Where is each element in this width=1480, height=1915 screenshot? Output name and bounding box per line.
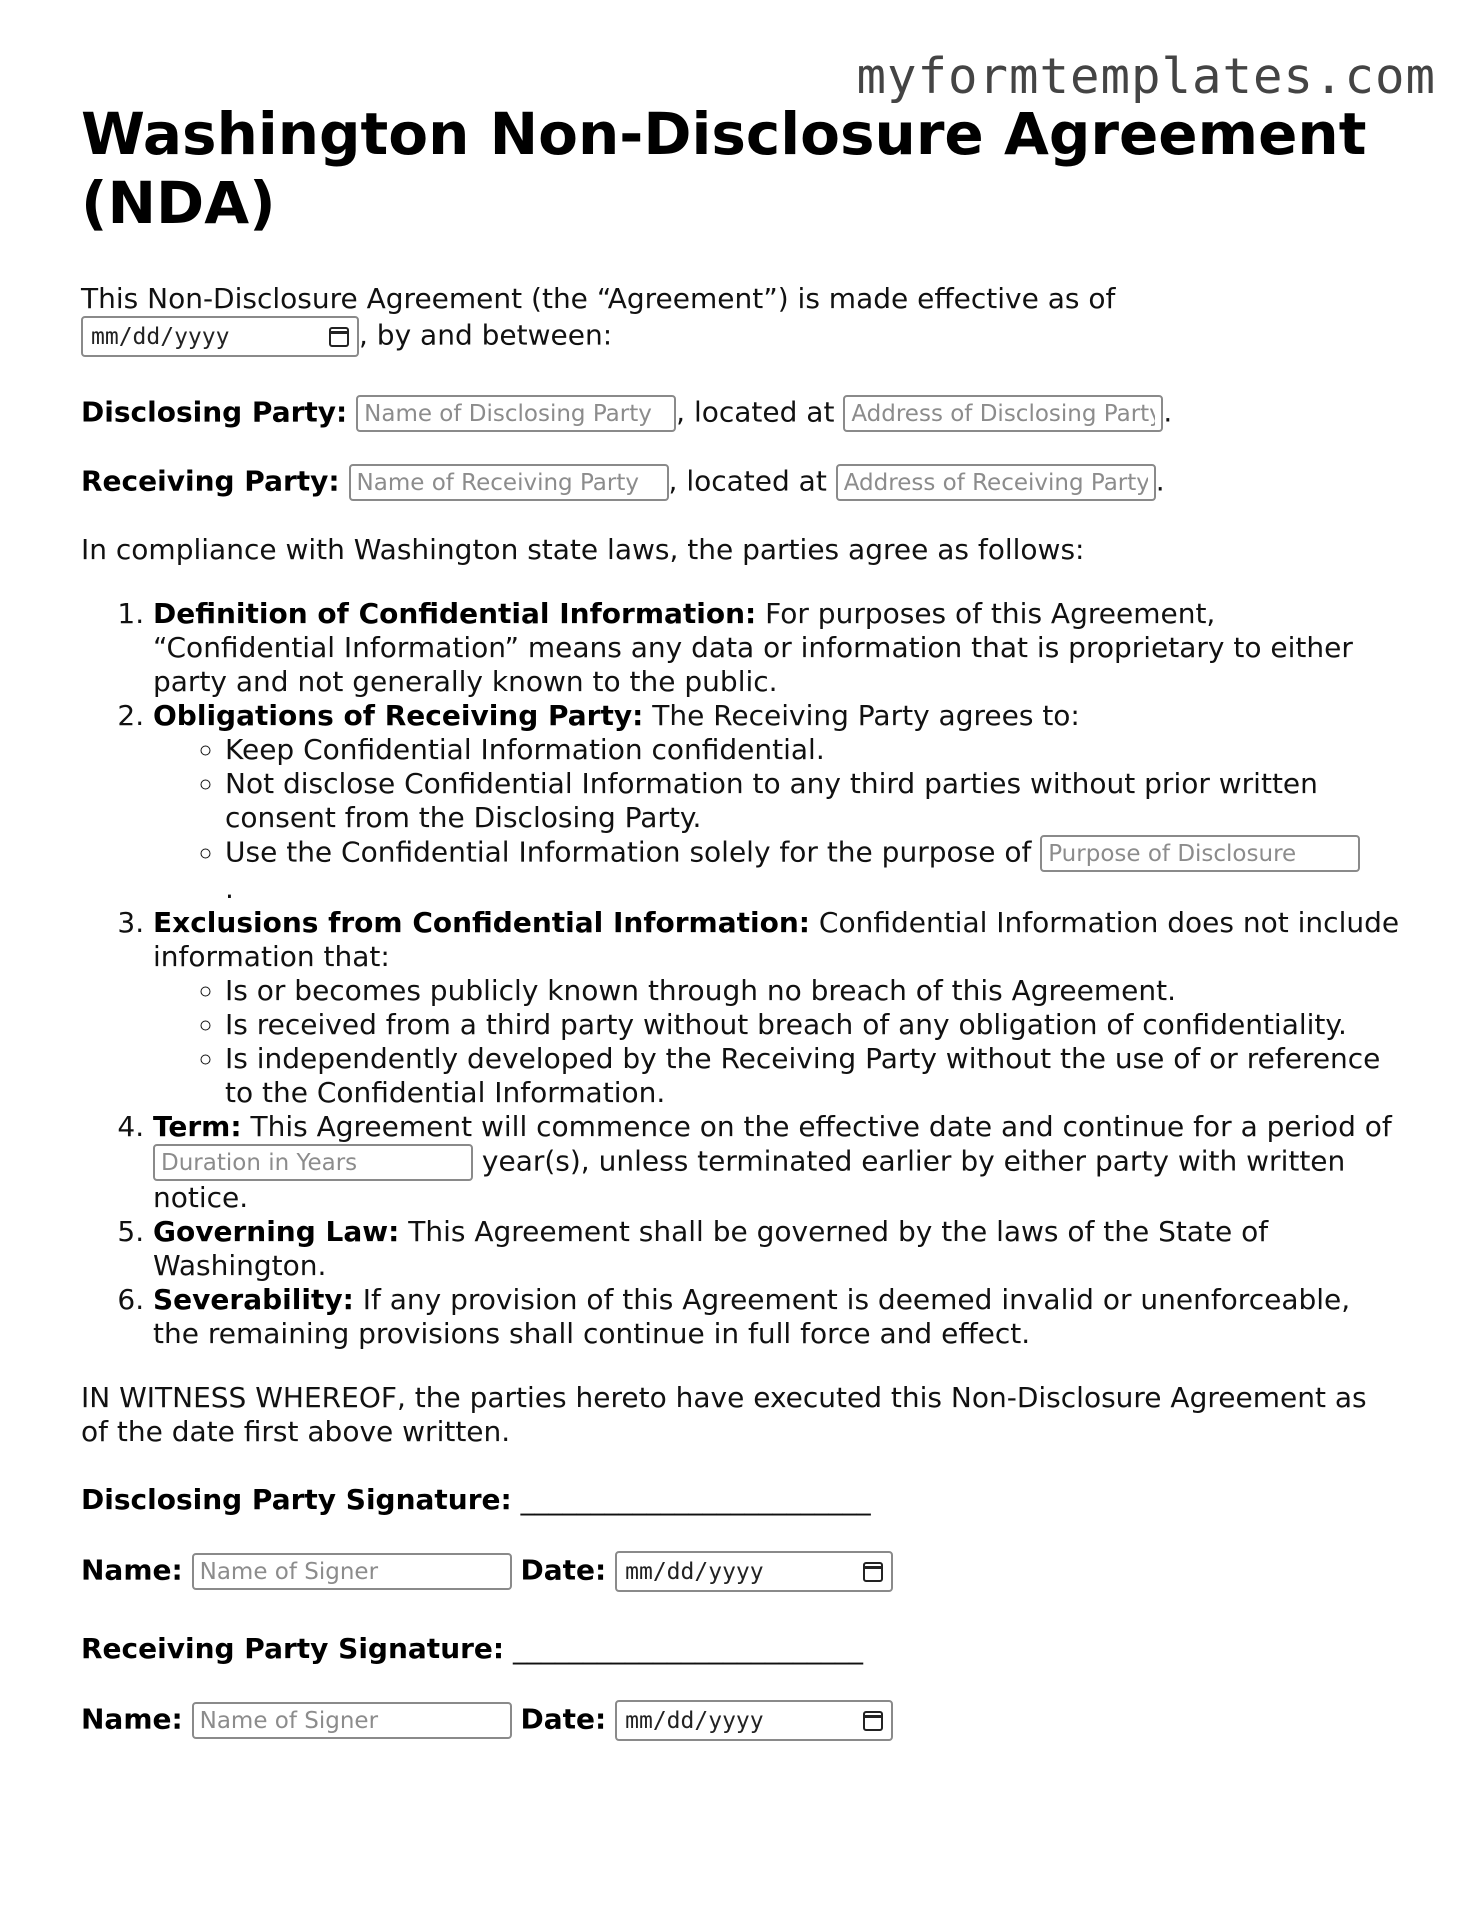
clause-text: This Agreement shall be governed by the laws of the State of Washington.	[153, 1215, 1269, 1282]
clause-text: For purposes of this Agreement, “Confidential Information” means any data or information that is proprietary to either party and not generally known to the public.	[153, 597, 1353, 698]
disclosing-located-text: , located at	[676, 395, 835, 429]
date-placeholder: mm/dd/yyyy	[625, 1558, 764, 1585]
disclosing-party-line	[81, 395, 1401, 432]
disclosing-party-address-input[interactable]	[843, 395, 1163, 432]
list-item: ◦ Is received from a third party without breach of any obligation of confidentiality.	[225, 1008, 1401, 1042]
clause-text-after: year(s), unless terminated earlier by either party with written notice.	[153, 1144, 1346, 1214]
receiving-end: .	[1155, 464, 1165, 498]
clause-text: This Agreement will commence on the effective date and continue for a period of	[250, 1110, 1392, 1143]
calendar-icon[interactable]	[329, 327, 349, 347]
date-label: Date:	[520, 1702, 607, 1736]
clause-title: Governing Law:	[153, 1215, 400, 1248]
receiving-signature-label: Receiving Party Signature:	[81, 1632, 505, 1665]
disclosing-signer-row	[81, 1551, 1401, 1592]
intro-paragraph	[81, 282, 1401, 357]
signature-blank[interactable]: _________________________	[513, 1632, 864, 1665]
receiving-party-address-input[interactable]	[836, 464, 1156, 501]
clause-title: Severability:	[153, 1283, 354, 1316]
disclosing-signer-date-input[interactable]	[615, 1551, 893, 1592]
clause-title: Exclusions from Confidential Information:	[153, 906, 810, 939]
obligations-list	[153, 733, 1401, 906]
disclosing-signer-name-input[interactable]	[192, 1553, 512, 1590]
purpose-input[interactable]	[1040, 835, 1360, 872]
effective-date-input[interactable]	[81, 316, 359, 357]
clause-title: Term:	[153, 1110, 242, 1143]
disclosing-signature-label: Disclosing Party Signature:	[81, 1483, 512, 1516]
clause-definition	[153, 597, 1401, 699]
clause-severability	[153, 1283, 1401, 1351]
receiving-signer-name-input[interactable]	[192, 1702, 512, 1739]
name-label: Name:	[81, 1553, 183, 1587]
receiving-party-line	[81, 464, 1401, 501]
intro-tail: , by and between:	[359, 318, 613, 352]
list-item: ◦ Is independently developed by the Receiving Party without the use of or reference to the Confidential Information.	[225, 1042, 1401, 1110]
clause-title: Obligations of Receiving Party:	[153, 699, 644, 732]
list-item: ◦ Is or becomes publicly known through no breach of this Agreement.	[225, 974, 1401, 1008]
clause-text: If any provision of this Agreement is deemed invalid or unenforceable, the remaining provisions shall continue in full force and effect.	[153, 1283, 1351, 1350]
clauses-list	[81, 597, 1401, 1351]
receiving-party-label: Receiving Party:	[81, 464, 340, 498]
disclosing-party-name-input[interactable]	[356, 395, 676, 432]
receiving-signer-date-input[interactable]	[615, 1700, 893, 1741]
disclosing-party-label: Disclosing Party:	[81, 395, 348, 429]
list-item	[225, 835, 1401, 906]
calendar-icon[interactable]	[863, 1562, 883, 1582]
compliance-text: In compliance with Washington state laws, the parties agree as follows:	[81, 533, 1085, 566]
watermark: myformtemplates.com	[856, 48, 1436, 105]
calendar-icon[interactable]	[863, 1711, 883, 1731]
clause-term	[153, 1110, 1401, 1215]
disclosing-signature-line	[81, 1483, 1401, 1517]
clause-obligations	[153, 699, 1401, 906]
receiving-located-text: , located at	[668, 464, 827, 498]
receiving-party-name-input[interactable]	[349, 464, 669, 501]
purpose-text: Use the Confidential Information solely for the purpose of	[225, 835, 1032, 869]
page-title: Washington Non-Disclosure Agreement (NDA)	[81, 100, 1367, 237]
receiving-signer-row	[81, 1700, 1401, 1741]
date-label: Date:	[520, 1553, 607, 1587]
clause-text: The Receiving Party agrees to:	[652, 699, 1080, 732]
signature-blank[interactable]: _________________________	[520, 1483, 871, 1516]
list-item: ◦ Keep Confidential Information confidential.	[225, 733, 1401, 767]
witness-paragraph: IN WITNESS WHEREOF, the parties hereto have executed this Non-Disclosure Agreement as of the date first above written.	[81, 1381, 1367, 1448]
document	[81, 100, 1401, 1741]
clause-title: Definition of Confidential Information:	[153, 597, 757, 630]
duration-input[interactable]	[153, 1144, 473, 1181]
intro-text: This Non-Disclosure Agreement (the “Agreement”) is made effective as of	[81, 282, 1116, 315]
clause-exclusions	[153, 906, 1401, 1110]
exclusions-list	[153, 974, 1401, 1110]
receiving-signature-line	[81, 1632, 1401, 1666]
effective-date-placeholder: mm/dd/yyyy	[91, 323, 230, 350]
disclosing-end: .	[1163, 395, 1173, 429]
purpose-end: .	[225, 872, 234, 905]
name-label: Name:	[81, 1702, 183, 1736]
clause-governing-law	[153, 1215, 1401, 1283]
date-placeholder: mm/dd/yyyy	[625, 1707, 764, 1734]
clause-text: Confidential Information does not include information that:	[153, 906, 1400, 973]
list-item: ◦ Not disclose Confidential Information to any third parties without prior written consent from the Disclosing Party.	[225, 767, 1401, 835]
